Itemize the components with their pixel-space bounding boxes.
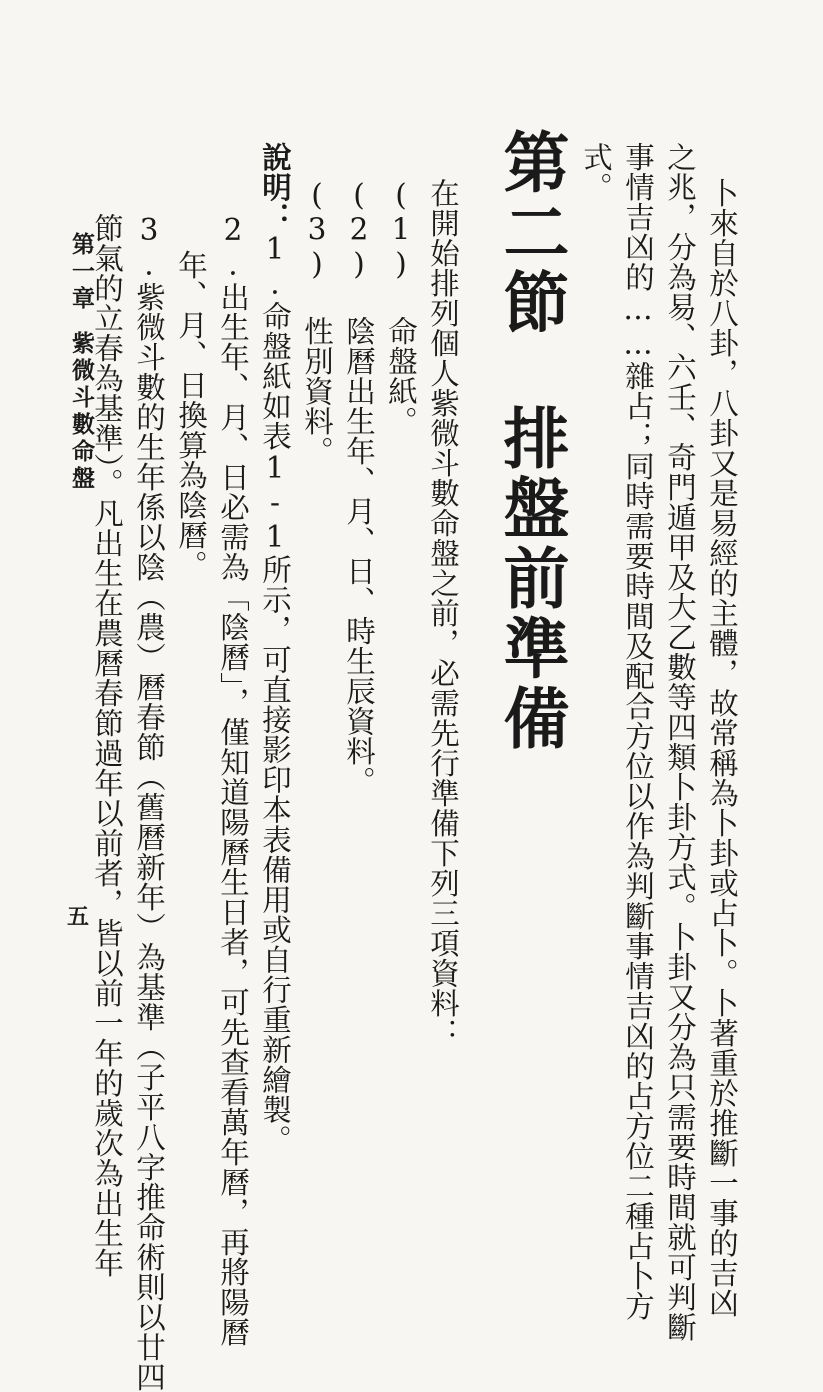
note-line: 年、月、日換算為陰曆。: [174, 250, 208, 580]
running-footer: [67, 232, 95, 493]
note-line: 節氣的立春為基準）。凡出生在農曆春節過年以前者，皆以前一年的歲次為出生年: [90, 213, 124, 1279]
intro-line: 在開始排列個人紫微斗數命盤之前，必需先行準備下列三項資料：: [426, 178, 460, 1048]
note-line: 2.出生年、月、日必需為「陰曆」，僅知道陽曆生日者，可先查看萬年曆，再將陽曆: [216, 213, 250, 1348]
body-line: 式。: [579, 142, 613, 202]
note-line-1: 說明：1.命盤紙如表1-1所示，可直接影印本表備用或自行重新繪製。: [258, 142, 292, 1155]
section-number: 第二節: [492, 128, 569, 338]
list-item: (3) 性別資料。: [300, 178, 334, 466]
body-line: 之兆，分為易、六壬、奇門遁甲及大乙數等四類卜卦方式。卜卦又分為只需要時間就可判斷: [663, 142, 697, 1342]
page-number: 五: [67, 904, 90, 930]
list-item: (2) 陰曆出生年、月、日、時生辰資料。: [342, 178, 376, 796]
body-line: 卜來自於八卦，八卦又是易經的主體，故常稱為卜卦或占卜。卜著重於推斷一事的吉凶: [705, 178, 739, 1318]
notes-label: 說明：: [258, 142, 292, 232]
list-item: (1) 命盤紙。: [384, 178, 418, 436]
body-line: 事情吉凶的……雜占；同時需要時間及配合方位以作為判斷事情吉凶的占方位二種占卜方: [621, 142, 655, 1321]
chapter-number: 第一章: [68, 232, 94, 313]
chapter-title: 紫微斗數命盤: [68, 331, 94, 493]
note-line: 3.紫微斗數的生年係以陰（農）曆春節（舊曆新年）為基準（子平八字推命術則以廿四: [132, 213, 166, 1392]
section-title: 排盤前準備: [492, 404, 569, 754]
section-heading: [490, 128, 570, 754]
